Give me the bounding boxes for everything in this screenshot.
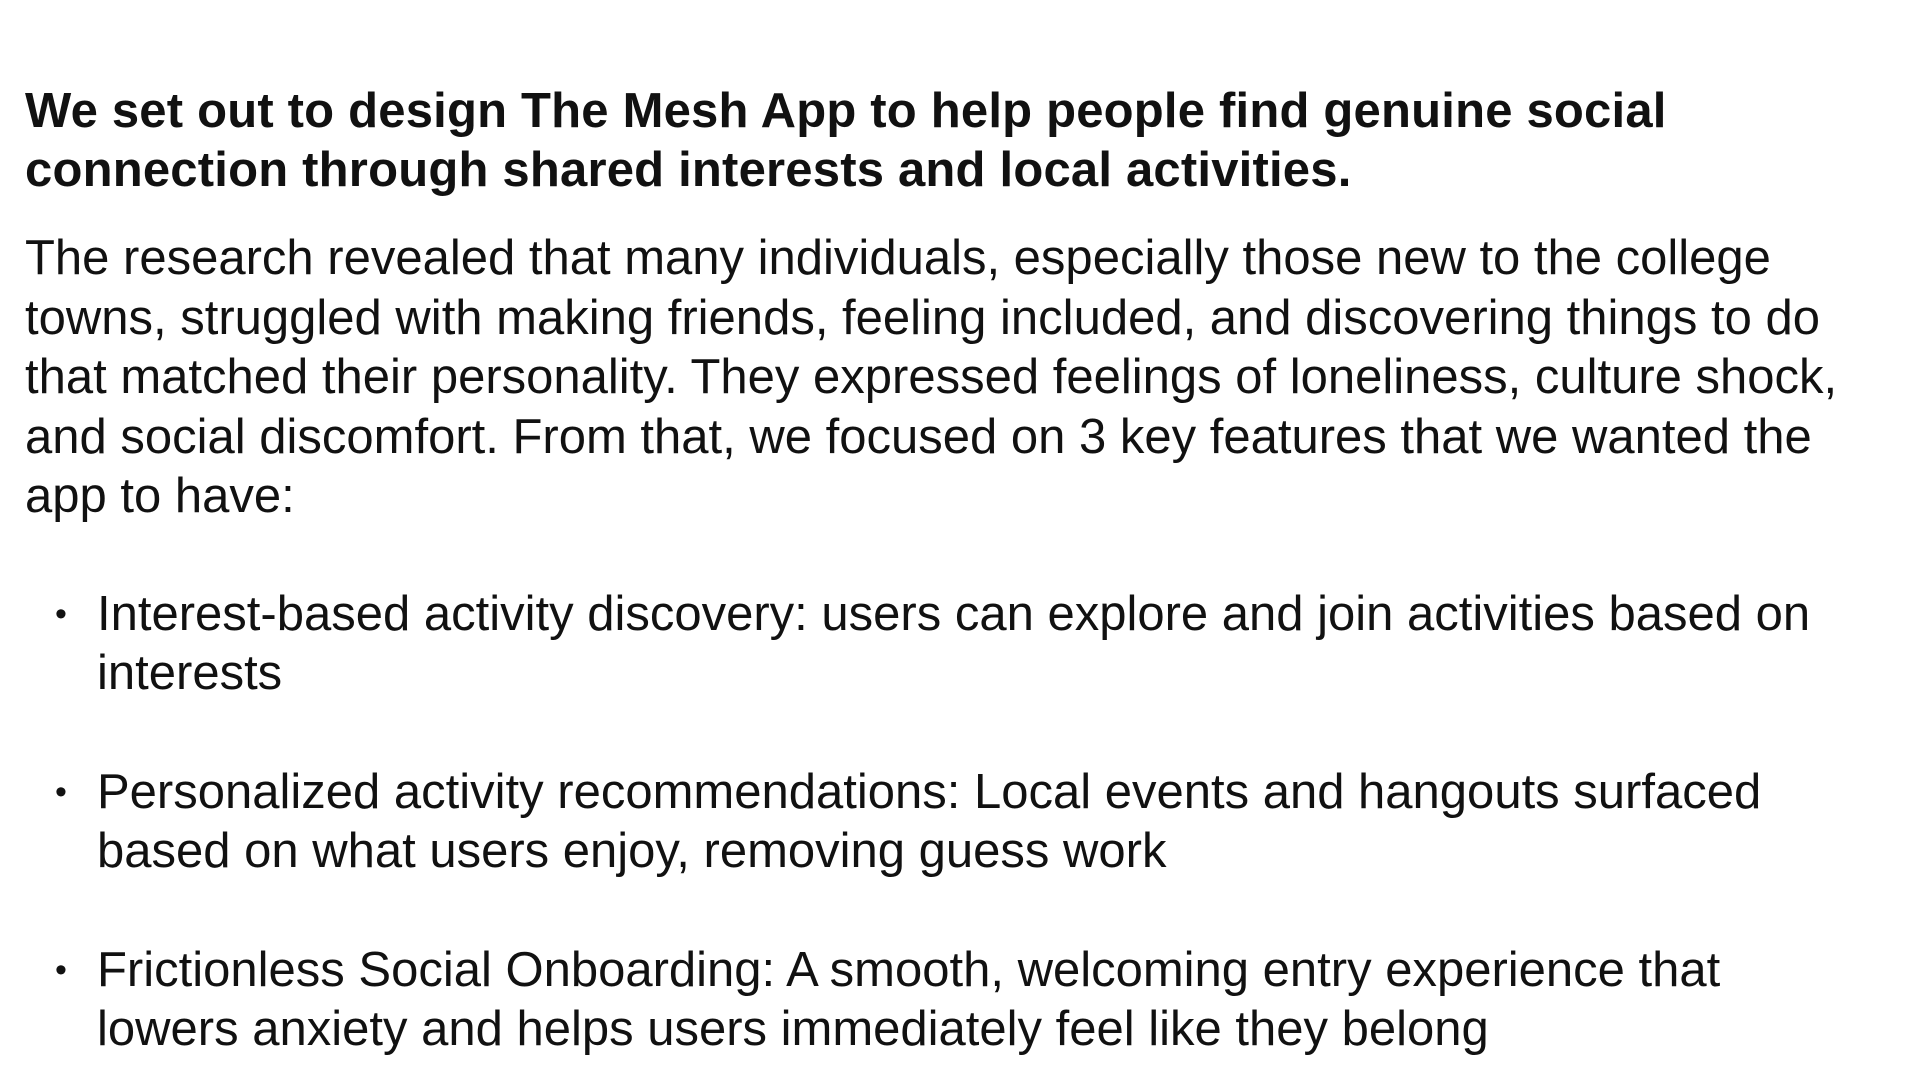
intro-paragraph: The research revealed that many individuals, especially those new to the college towns, struggled with making friends, feeling included, and discovering things to do that matched their personality. They expressed feelings of loneliness, culture shock, and social discomfort. From that, we focused on 3 key features that we wanted the app to have:	[25, 231, 1838, 523]
feature-item-interest-discovery	[25, 585, 1837, 704]
headline: We set out to design The Mesh App to help people find genuine social connection through shared interests and local activities.	[25, 84, 1667, 197]
feature-list	[25, 585, 1860, 1060]
bullet-icon: •	[55, 594, 67, 633]
feature-text: Personalized activity recommendations: Local events and hangouts surfaced based on what users enjoy, removing guess work	[97, 764, 1762, 878]
feature-text: Frictionless Social Onboarding: A smooth, welcoming entry experience that lowers anxiety and helps users immediately feel like they belong	[97, 942, 1721, 1056]
bullet-icon: •	[55, 950, 67, 989]
feature-text: Interest-based activity discovery: users can explore and join activities based on interests	[97, 586, 1811, 700]
feature-item-personalized-recommendations	[25, 763, 1837, 882]
bullet-icon: •	[55, 772, 67, 811]
feature-item-social-onboarding	[25, 941, 1837, 1060]
